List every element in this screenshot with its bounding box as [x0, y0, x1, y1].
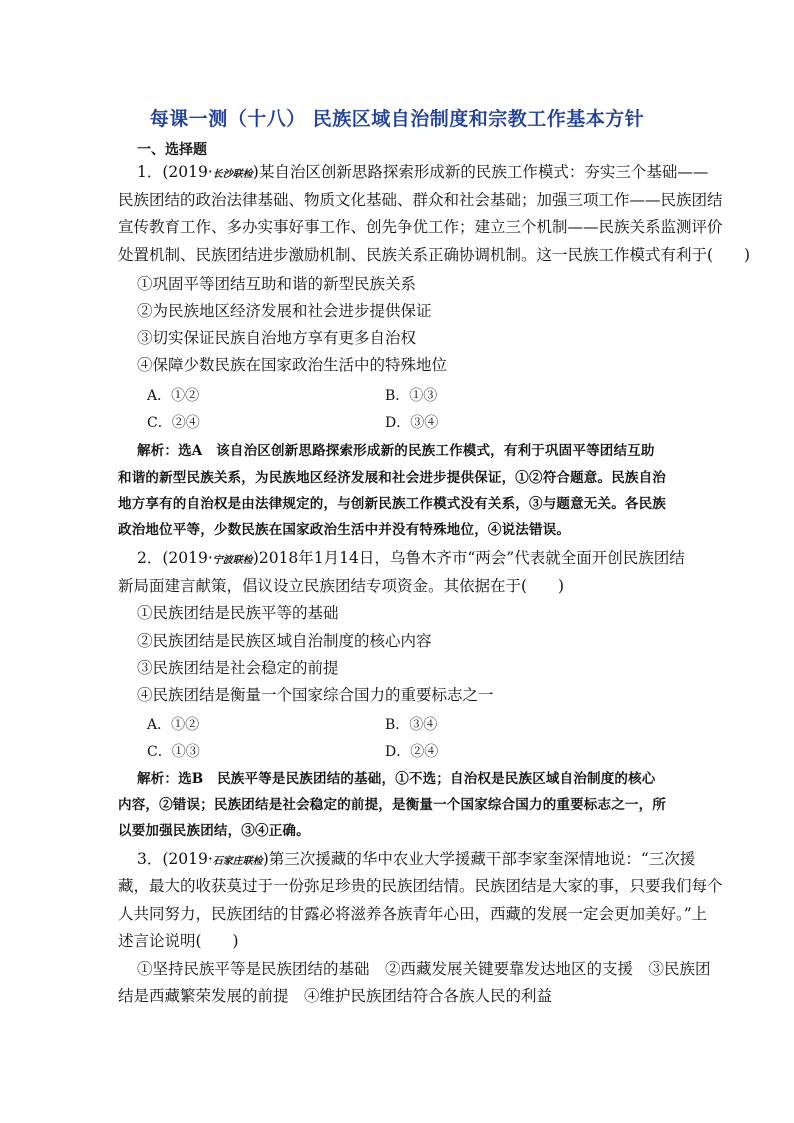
question-1-analysis-line-4: 政治地位平等，少数民族在国家政治生活中并没有特殊地位，④说法错误。 [118, 522, 571, 538]
question-1-analysis-line-3: 地方享有的自治权是由法律规定的，与创新民族工作模式没有关系，③与题意无关。各民族 [118, 496, 666, 512]
question-1-option-b: B．①③ [385, 388, 438, 404]
question-3-items-line-2: 结是西藏繁荣发展的前提 ④维护民族团结符合各族人民的利益 [118, 987, 553, 1005]
question-2-stem-line-2: 新局面建言献策，倡议设立民族团结专项资金。其依据在于( ) [118, 577, 565, 595]
question-2-option-d: D．②④ [385, 744, 439, 760]
question-1-option-a: A．①② [147, 388, 200, 404]
question-2-option-c: C．①③ [147, 744, 200, 760]
question-1-option-c: C．②④ [147, 415, 200, 431]
question-3-stem-line-4: 述言论说明( ) [118, 932, 239, 950]
question-2-item-1: ①民族团结是民族平等的基础 [137, 604, 339, 622]
question-1-item-2: ②为民族地区经济发展和社会进步提供保证 [137, 302, 432, 320]
question-1-stem-line-3: 宣传教育工作、多办实事好事工作、创先争优工作；建立三个机制——民族关系监测评价 [118, 218, 723, 236]
question-1-stem-line-2: 民族团结的政治法律基础、物质文化基础、群众和社会基础；加强三项工作——民族团结 [118, 191, 723, 209]
question-2-item-4: ④民族团结是衡量一个国家综合国力的重要标志之一 [137, 686, 494, 704]
question-1-analysis-line-1: 解析：选A 该自治区创新思路探索形成新的民族工作模式，有利于巩固平等团结互助 [137, 443, 655, 459]
question-2-stem-line-1: 2．(2019·宁波联检)2018年1月14日，乌鲁木齐市“两会”代表就全面开创民族团结 [137, 549, 685, 567]
question-3-items-line-1: ①坚持民族平等是民族团结的基础 ②西藏发展关键要靠发达地区的支援 ③民族团 [137, 960, 711, 978]
section-heading: 一、选择题 [137, 142, 207, 158]
source-label: 长沙联检 [212, 169, 253, 180]
question-number: 1． [137, 163, 163, 181]
question-1-stem-line-1: 1．(2019·长沙联检)某自治区创新思路探索形成新的民族工作模式：夯实三个基础—— [137, 163, 709, 181]
question-2-option-a: A．①② [147, 717, 200, 733]
question-2-option-b: B．③④ [385, 717, 438, 733]
question-3-stem-line-1: 3．(2019·石家庄联检)第三次援藏的华中农业大学援藏干部李家奎深情地说：“三次援 [137, 850, 696, 868]
question-2-analysis-line-3: 以要加强民族团结，③④正确。 [118, 823, 310, 839]
question-3-stem-line-2: 藏，最大的收获莫过于一份弥足珍贵的民族团结情。民族团结是大家的事，只要我们每个 [118, 877, 723, 895]
question-number: 2． [137, 549, 163, 567]
source-label: 宁波联检 [212, 555, 253, 566]
question-2-analysis-line-1: 解析：选B 民族平等是民族团结的基础，①不选；自治权是民族区域自治制度的核心 [137, 771, 656, 787]
question-2-analysis-line-2: 内容，②错误；民族团结是社会稳定的前提，是衡量一个国家综合国力的重要标志之一，所 [118, 797, 666, 813]
question-1-item-4: ④保障少数民族在国家政治生活中的特殊地位 [137, 356, 448, 374]
question-1-option-d: D．③④ [385, 415, 439, 431]
question-number: 3． [137, 850, 163, 868]
page-title: 每课一测（十八） 民族区域自治制度和宗教工作基本方针 [149, 108, 645, 130]
source-year: (2019· [162, 163, 213, 181]
question-1-analysis-line-2: 和谐的新型民族关系，为民族地区经济发展和社会进步提供保证，①②符合题意。民族自治 [118, 470, 666, 486]
question-1-stem-line-4: 处置机制、民族团结进步激励机制、民族关系正确协调机制。这一民族工作模式有利于( ) [118, 246, 751, 264]
question-2-item-2: ②民族团结是民族区域自治制度的核心内容 [137, 632, 432, 650]
source-label: 石家庄联检 [212, 856, 263, 867]
question-3-stem-line-3: 人共同努力，民族团结的甘露必将滋养各族青年心田，西藏的发展一定会更加美好。”上 [118, 905, 708, 923]
source-year: (2019· [162, 850, 213, 868]
source-year: (2019· [162, 549, 213, 567]
question-2-item-3: ③民族团结是社会稳定的前提 [137, 659, 339, 677]
question-1-item-1: ①巩固平等团结互助和谐的新型民族关系 [137, 275, 417, 293]
question-1-item-3: ③切实保证民族自治地方享有更多自治权 [137, 329, 417, 347]
